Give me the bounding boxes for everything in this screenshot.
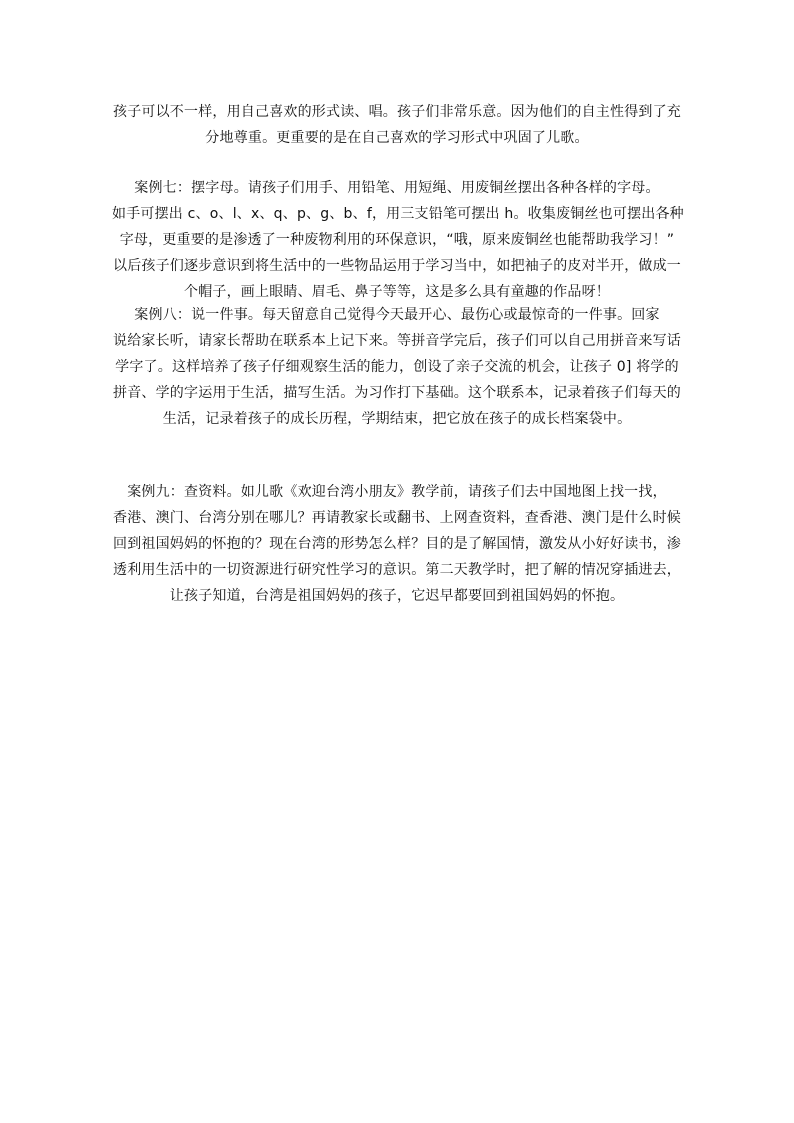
paragraph-line: 案例七：摆字母。请孩子们用手、用铅笔、用短绳、用废铜丝摆出各种各样的字母。 (134, 180, 660, 196)
paragraph-line: 学字了。这样培养了孩子仔细观察生活的能力，创设了亲子交流的机会，让孩子 0] 将学的 (115, 359, 679, 375)
paragraph-line: 个帽子，画上眼睛、眉毛、鼻子等等，这是多么具有童趣的作品呀！ (184, 284, 610, 300)
paragraph-line: 案例八：说一件事。每天留意自己觉得今天最开心、最伤心或最惊奇的一件事。回家 (134, 307, 660, 323)
paragraph-line: 回到祖国妈妈的怀抱的？现在台湾的形势怎么样？目的是了解国情，激发从小好好读书，渗 (113, 536, 681, 552)
paragraph-line: 孩子可以不一样，用自己喜欢的形式读、唱。孩子们非常乐意。因为他们的自主性得到了充 (113, 104, 681, 120)
paragraph-line: 如手可摆出 c、o、l、x、q、p、g、b、f，用三支铅笔可摆出 h。收集废铜丝也可摆出各种 (112, 206, 684, 222)
paragraph-line: 让孩子知道，台湾是祖国妈妈的孩子，它迟早都要回到祖国妈妈的怀抱。 (169, 588, 625, 604)
paragraph-line: 案例九：查资料。如儿歌《欢迎台湾小朋友》教学前，请孩子们去中国地图上找一找， (127, 484, 667, 500)
paragraph-line: 生活，记录着孩子的成长历程，学期结束，把它放在孩子的成长档案袋中。 (162, 411, 632, 427)
paragraph-intro (112, 99, 682, 151)
paragraph-line: 以后孩子们逐步意识到将生活中的一些物品运用于学习当中，如把袖子的皮对半开，做成一 (113, 258, 681, 274)
paragraph-line: 字母，更重要的是渗透了一种废物利用的环保意识，“哦，原来废铜丝也能帮助我学习！” (119, 232, 675, 248)
paragraph-line: 说给家长听，请家长帮助在联系本上记下来。等拼音学完后，孩子们可以自己用拼音来写话 (113, 333, 681, 349)
paragraph-case-nine (112, 479, 682, 609)
paragraph-line: 香港、澳门、台湾分别在哪儿？再请教家长或翻书、上网查资料，查香港、澳门是什么时候 (113, 510, 681, 526)
paragraph-line: 拼音、学的字运用于生活，描写生活。为习作打下基础。这个联系本，记录着孩子们每天的 (113, 385, 681, 401)
paragraph-case-eight (112, 302, 682, 432)
paragraph-line: 透利用生活中的一切资源进行研究性学习的意识。第二天教学时，把了解的情况穿插进去， (113, 562, 681, 578)
paragraph-case-seven (112, 175, 682, 305)
paragraph-line: 分地尊重。更重要的是在自己喜欢的学习形式中巩固了儿歌。 (205, 130, 589, 146)
